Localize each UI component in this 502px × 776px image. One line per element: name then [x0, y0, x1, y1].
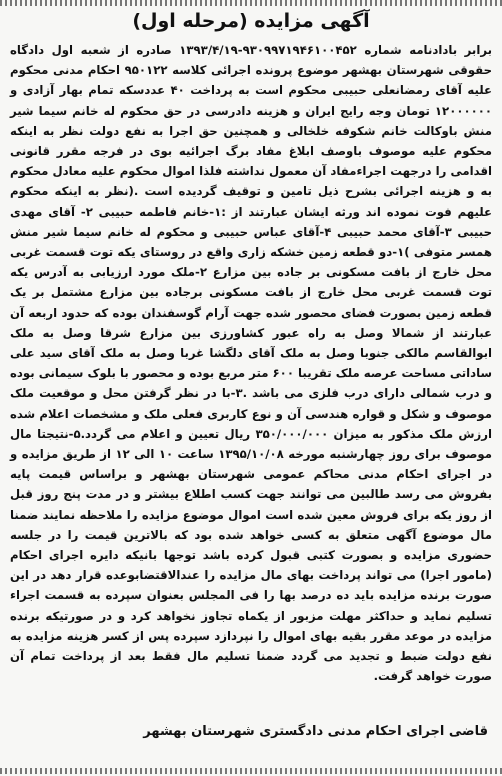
notice-title: آگهی مزایده (مرحله اول) — [132, 10, 370, 32]
top-dotted-border — [0, 0, 502, 6]
notice-body: برابر بادادنامه شماره ۹۳۰۹۹۷۱۹۴۶۱۰۰۴۵۲-۱۳۹۳/۴/۱۹ صادره از شعبه اول دادگاه حقوقی شهرستان بهشهر موضوع پرونده اجرائی کلاسه ۹۵۰۱۲۲ احکام مدنی محکوم علیه آقای رمضانعلی حبیبی محکوم است به پرداخت ۴۰ عددسکه تمام بهار آزادی و ۱۲۰۰۰۰۰۰ تومان وجه رایج ایران و هزینه دادرسی در حق محکوم له خانم سیما شیر منش باوکالت خانم شکوفه خلخالی و همچنین حق اجرا به نفع دولت نظر به اینکه محکوم علیه موصوف باوصف ابلاغ مفاد برگ اجرائیه بوی در فرجه مقرر قانونی اقدامی را درجهت اجراءمفاد آن معمول نداشته فلذا اموال محکوم علیه معادل محکوم به و هزینه اجرائی بشرح ذیل تامین و توقیف گردیده است .(نظر به اینکه محکوم علیهم فوت نموده اند ورثه ایشان عبارتند از :۱-خانم فاطمه حبیبی ۲- آقای مهدی حبیبی ۳-آقای محمد حبیبی ۴-آقای عباس حبیبی و محکوم له خانم سیما شیر منش همسر متوفی )۱-دو قطعه زمین خشکه زاری واقع در روستای یکه توت قسمت غربی محل خارج از بافت مسکونی بر جاده بین مزارع ۲-ملک مورد ارزیابی به آدرس یکه توت قسمت غربی محل خارج از بافت مسکونی برجاده بین مزارع مشتمل بر یک قطعه زمین بصورت فضای محصور شده جهت آرام گوسفندان بوده که حدود اربعه آن عبارتند از شمالا وصل به راه عبور کشاورزی بین مزارع شرقا وصل به ملک ابوالقاسم مالکی جنوبا وصل به ملک آقای دلگشا غربا وصل به ملک آقای سید علی ساداتی مساحت عرصه ملک تقریبا ۶۰۰ متر مربع بوده و محصور با بلوک سیمانی بوده و درب شمالی دارای درب فلزی می باشد .۳-با در نظر گرفتن محل و موقعیت ملک موصوف و شکل و قواره هندسی آن و نوع کاربری فعلی ملک و مشخصات اعلام شده ارزش ملک مذکور به میزان ۳۵۰/۰۰۰/۰۰۰ ریال تعیین و اعلام می گردد.۵-نتیجتا مال موصوف برای روز چهارشنبه مورخه ۱۳۹۵/۱۰/۰۸ ساعت ۱۰ الی ۱۲ از طریق مزایده و در اجرای احکام مدنی محاکم عمومی شهرستان بهشهر و براساس قیمت پایه بفروش می رسد طالبین می توانند جهت کسب اطلاع بیشتر و در مدت پنج روز قبل از روز یکه برای فروش معین شده است اموال موضوع مزایده را ملاحظه نمایند ضمنا مال موضوع آگهی متعلق به کسی خواهد شده بود که بالاترین قیمت را در جلسه حضوری مزایده و بصورت کتبی قبول کرده باشد توجها بانیکه دایره اجرای احکام (مامور اجرا) می تواند پرداخت بهای مال مزایده را عندالاقتضابوعده قرار دهد در این صورت برنده مزایده باید ده درصد بها را فی المجلس بعنوان سپرده به قسمت اجراء تسلیم نماید و حداکثر مهلت مزبور از یکماه تجاوز نخواهد کرد و در صورتیکه برنده مزایده در موعد مقرر بقیه بهای اموال را نپردازد سپرده پس از کسر هزینه مزایده به نفع دولت ضبط و تجدید می گردد ضمنا تسلیم مال فقط بعد از پرداخت تمام آن صورت خواهد گرفت. — [10, 43, 492, 684]
notice-signature: قاضی اجرای احکام مدنی دادگستری شهرستان بهشهر — [143, 724, 488, 739]
bottom-dotted-border — [0, 768, 502, 774]
